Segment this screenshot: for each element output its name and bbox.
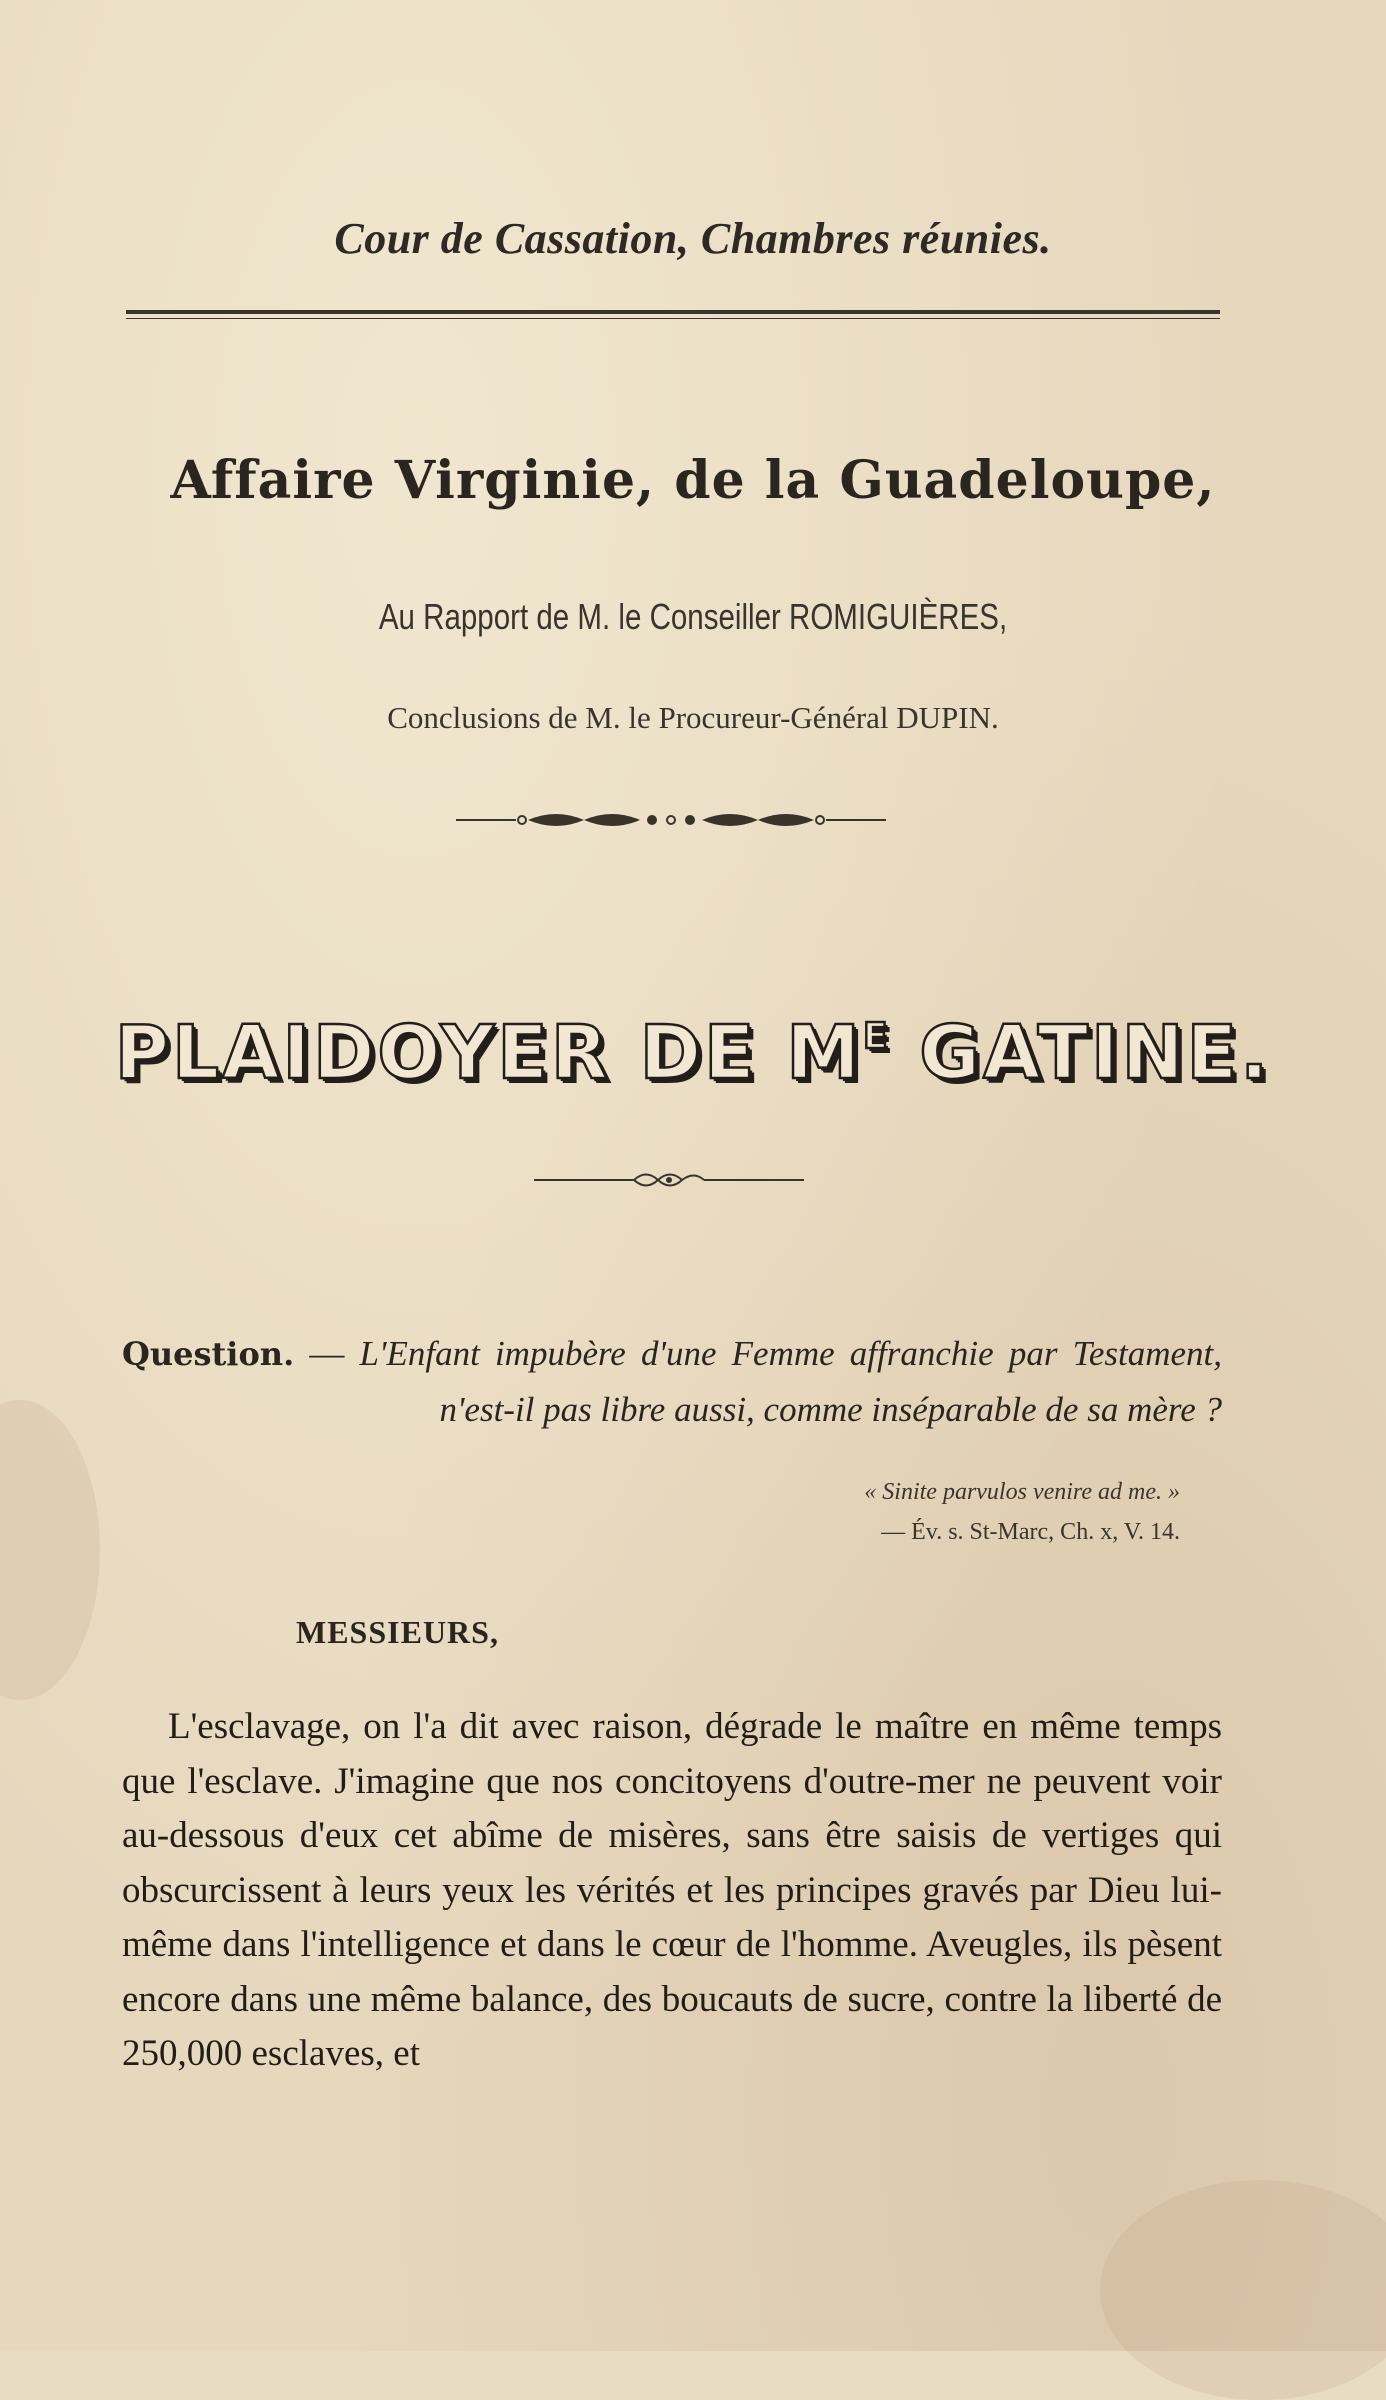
question-dash: — bbox=[294, 1334, 360, 1373]
plaidoyer-title bbox=[0, 1010, 1386, 1096]
question-label: Question. bbox=[122, 1335, 295, 1373]
case-title: Affaire Virginie, de la Guadeloupe, bbox=[170, 450, 1216, 511]
salutation: MESSIEURS, bbox=[296, 1614, 499, 1650]
question-text: L'Enfant impubère d'une Femme affranchie par Testament, n'est-il pas libre aussi, comme inséparable de sa mère ? bbox=[359, 1334, 1223, 1429]
foxing-spot bbox=[0, 1400, 100, 1700]
epigraph-source: — Év. s. St-Marc, Ch. x, V. 14. bbox=[881, 1519, 1180, 1545]
epigraph bbox=[640, 1472, 1180, 1552]
rapport-line: Au Rapport de M. le Conseiller ROMIGUIÈRES, bbox=[378, 596, 1008, 637]
title-main: PLAIDOYER DE M bbox=[114, 1010, 863, 1096]
epigraph-quote: « Sinite parvulos venire ad me. » bbox=[864, 1479, 1180, 1505]
court-heading: Cour de Cassation, Chambres réunies. bbox=[334, 214, 1052, 263]
double-rule bbox=[126, 310, 1220, 314]
question-block bbox=[122, 1326, 1222, 1438]
body-paragraph: L'esclavage, on l'a dit avec raison, dégrade le maître en même temps que l'esclave. J'imagine que nos concitoyens d'outre-mer ne peuvent voir au-dessous d'eux cet abîme de misères, sans être saisis de vertiges qui obscurcissent à leurs yeux les vérités et les principes gravés par Dieu lui-même dans l'intelligence et dans le cœur de l'homme. Aveugles, ils pèsent encore dans une même balance, des boucauts de sucre, contre la liberté de 250,000 esclaves, et bbox=[122, 1706, 1222, 2074]
scroll-divider-icon bbox=[534, 1165, 804, 1195]
title-end: GATINE. bbox=[890, 1010, 1272, 1096]
title-superscript: E bbox=[862, 1016, 891, 1057]
foxing-spot bbox=[1100, 2180, 1386, 2400]
conclusions-line: Conclusions de M. le Procureur-Général DUPIN. bbox=[387, 700, 999, 735]
floral-divider-icon bbox=[456, 800, 886, 840]
double-rule-thin bbox=[126, 318, 1220, 319]
